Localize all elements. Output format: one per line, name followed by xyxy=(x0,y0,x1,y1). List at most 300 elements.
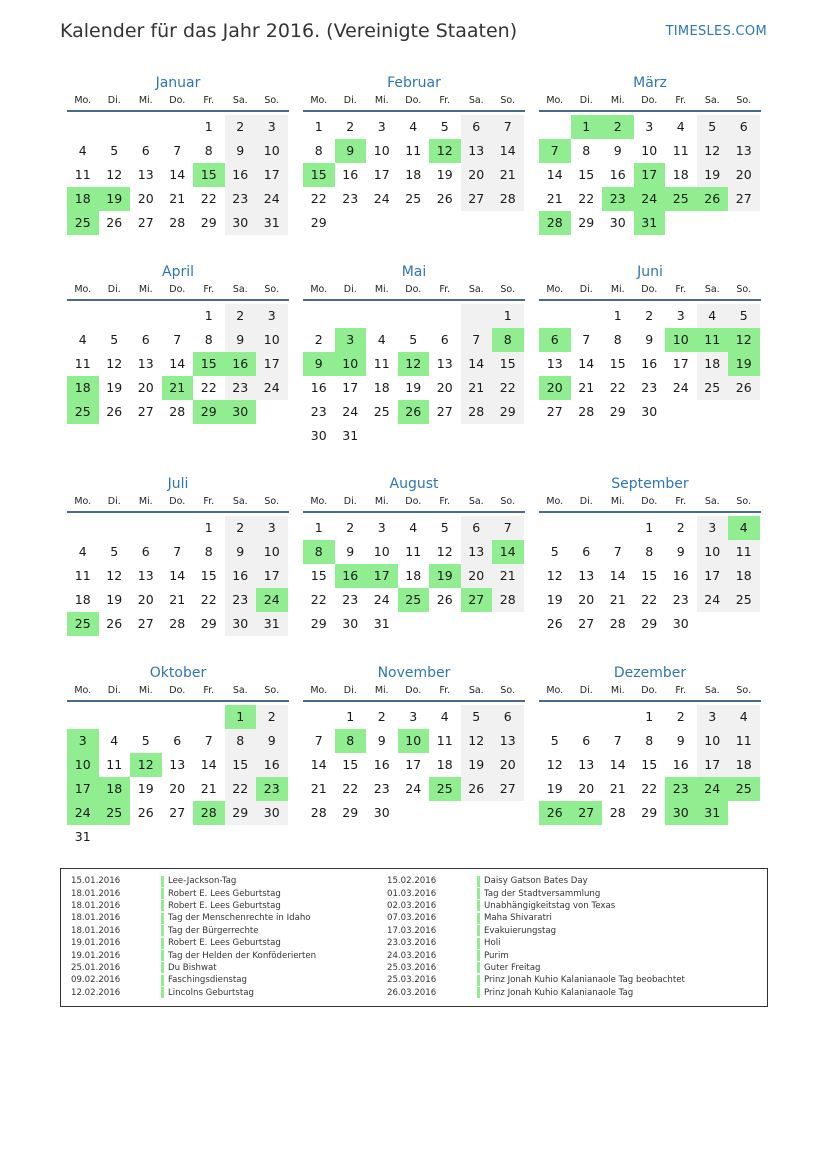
day-cell[interactable]: 6 xyxy=(173,733,182,748)
day-cell[interactable]: 6 xyxy=(461,115,493,139)
day-cell[interactable]: 26 xyxy=(398,400,430,424)
day-cell[interactable]: 13 xyxy=(436,356,453,371)
day-cell[interactable]: 11 xyxy=(405,544,422,559)
day-cell[interactable]: 8 xyxy=(582,143,591,158)
day-cell[interactable]: 12 xyxy=(130,753,162,777)
day-cell[interactable]: 16 xyxy=(256,753,288,777)
day-cell[interactable]: 8 xyxy=(645,544,654,559)
day-cell[interactable]: 3 xyxy=(335,328,367,352)
day-cell[interactable]: 19 xyxy=(728,352,760,376)
day-cell[interactable]: 25 xyxy=(665,187,697,211)
day-cell[interactable]: 17 xyxy=(256,352,288,376)
day-cell[interactable]: 25 xyxy=(373,404,390,419)
day-cell[interactable]: 21 xyxy=(310,781,327,796)
day-cell[interactable]: 18 xyxy=(99,777,131,801)
day-cell[interactable]: 17 xyxy=(697,753,729,777)
day-cell[interactable]: 18 xyxy=(436,757,453,772)
day-cell[interactable]: 5 xyxy=(409,332,418,347)
day-cell[interactable]: 17 xyxy=(373,167,390,182)
day-cell[interactable]: 3 xyxy=(377,520,386,535)
day-cell[interactable]: 11 xyxy=(405,143,422,158)
day-cell[interactable]: 6 xyxy=(141,544,150,559)
brand-logo[interactable]: TIMESLES.COM xyxy=(665,24,767,39)
day-cell[interactable]: 6 xyxy=(728,115,760,139)
day-cell[interactable]: 29 xyxy=(342,805,359,820)
day-cell[interactable]: 17 xyxy=(342,380,359,395)
day-cell[interactable]: 14 xyxy=(546,167,563,182)
day-cell[interactable]: 29 xyxy=(200,616,217,631)
day-cell[interactable]: 4 xyxy=(78,544,87,559)
day-cell[interactable]: 3 xyxy=(697,705,729,729)
day-cell[interactable]: 20 xyxy=(492,753,524,777)
day-cell[interactable]: 5 xyxy=(440,119,449,134)
day-cell[interactable]: 15 xyxy=(193,163,225,187)
day-cell[interactable]: 13 xyxy=(137,167,154,182)
day-cell[interactable]: 15 xyxy=(492,352,524,376)
day-cell[interactable]: 24 xyxy=(405,781,422,796)
day-cell[interactable]: 3 xyxy=(676,308,685,323)
day-cell[interactable]: 29 xyxy=(200,215,217,230)
day-cell[interactable]: 14 xyxy=(492,139,524,163)
day-cell[interactable]: 12 xyxy=(106,356,123,371)
day-cell[interactable]: 14 xyxy=(578,356,595,371)
day-cell[interactable]: 15 xyxy=(641,757,658,772)
day-cell[interactable]: 14 xyxy=(609,568,626,583)
day-cell[interactable]: 29 xyxy=(492,400,524,424)
day-cell[interactable]: 19 xyxy=(137,781,154,796)
day-cell[interactable]: 23 xyxy=(342,592,359,607)
day-cell[interactable]: 23 xyxy=(665,777,697,801)
day-cell[interactable]: 26 xyxy=(436,592,453,607)
day-cell[interactable]: 4 xyxy=(409,119,418,134)
day-cell[interactable]: 30 xyxy=(641,404,658,419)
day-cell[interactable]: 11 xyxy=(74,568,91,583)
day-cell[interactable]: 21 xyxy=(162,376,194,400)
day-cell[interactable]: 15 xyxy=(641,568,658,583)
day-cell[interactable]: 1 xyxy=(204,520,213,535)
day-cell[interactable]: 29 xyxy=(193,400,225,424)
day-cell[interactable]: 11 xyxy=(672,143,689,158)
day-cell[interactable]: 15 xyxy=(578,167,595,182)
day-cell[interactable]: 17 xyxy=(405,757,422,772)
day-cell[interactable]: 18 xyxy=(373,380,390,395)
day-cell[interactable]: 11 xyxy=(373,356,390,371)
day-cell[interactable]: 13 xyxy=(492,729,524,753)
day-cell[interactable]: 11 xyxy=(74,167,91,182)
day-cell[interactable]: 17 xyxy=(697,564,729,588)
day-cell[interactable]: 9 xyxy=(225,540,257,564)
day-cell[interactable]: 24 xyxy=(256,588,288,612)
day-cell[interactable]: 18 xyxy=(405,568,422,583)
day-cell[interactable]: 19 xyxy=(697,163,729,187)
day-cell[interactable]: 5 xyxy=(440,520,449,535)
day-cell[interactable]: 1 xyxy=(314,119,323,134)
day-cell[interactable]: 9 xyxy=(335,139,367,163)
day-cell[interactable]: 20 xyxy=(169,781,186,796)
day-cell[interactable]: 28 xyxy=(169,404,186,419)
day-cell[interactable]: 18 xyxy=(67,187,99,211)
day-cell[interactable]: 1 xyxy=(204,119,213,134)
day-cell[interactable]: 6 xyxy=(492,705,524,729)
day-cell[interactable]: 19 xyxy=(106,592,123,607)
day-cell[interactable]: 4 xyxy=(676,119,685,134)
day-cell[interactable]: 13 xyxy=(578,757,595,772)
day-cell[interactable]: 5 xyxy=(550,544,559,559)
day-cell[interactable]: 2 xyxy=(314,332,323,347)
day-cell[interactable]: 5 xyxy=(110,332,119,347)
day-cell[interactable]: 21 xyxy=(546,191,563,206)
day-cell[interactable]: 27 xyxy=(492,777,524,801)
day-cell[interactable]: 19 xyxy=(429,564,461,588)
day-cell[interactable]: 10 xyxy=(665,328,697,352)
day-cell[interactable]: 3 xyxy=(67,729,99,753)
day-cell[interactable]: 19 xyxy=(106,380,123,395)
day-cell[interactable]: 5 xyxy=(110,143,119,158)
day-cell[interactable]: 18 xyxy=(74,592,91,607)
day-cell[interactable]: 23 xyxy=(672,592,689,607)
day-cell[interactable]: 28 xyxy=(310,805,327,820)
day-cell[interactable]: 24 xyxy=(256,187,288,211)
day-cell[interactable]: 16 xyxy=(225,352,257,376)
day-cell[interactable]: 4 xyxy=(110,733,119,748)
day-cell[interactable]: 2 xyxy=(225,115,257,139)
day-cell[interactable]: 9 xyxy=(303,352,335,376)
day-cell[interactable]: 13 xyxy=(137,356,154,371)
day-cell[interactable]: 26 xyxy=(106,215,123,230)
day-cell[interactable]: 23 xyxy=(373,781,390,796)
day-cell[interactable]: 31 xyxy=(256,211,288,235)
day-cell[interactable]: 21 xyxy=(169,592,186,607)
day-cell[interactable]: 17 xyxy=(256,163,288,187)
day-cell[interactable]: 6 xyxy=(141,143,150,158)
day-cell[interactable]: 6 xyxy=(461,516,493,540)
day-cell[interactable]: 8 xyxy=(204,143,213,158)
day-cell[interactable]: 21 xyxy=(169,191,186,206)
day-cell[interactable]: 10 xyxy=(697,540,729,564)
day-cell[interactable]: 12 xyxy=(106,167,123,182)
day-cell[interactable]: 9 xyxy=(645,332,654,347)
day-cell[interactable]: 6 xyxy=(582,544,591,559)
day-cell[interactable]: 20 xyxy=(137,380,154,395)
day-cell[interactable]: 27 xyxy=(137,404,154,419)
day-cell[interactable]: 5 xyxy=(728,304,760,328)
day-cell[interactable]: 3 xyxy=(256,304,288,328)
day-cell[interactable]: 5 xyxy=(141,733,150,748)
day-cell[interactable]: 19 xyxy=(405,380,422,395)
day-cell[interactable]: 31 xyxy=(74,829,91,844)
day-cell[interactable]: 13 xyxy=(728,139,760,163)
day-cell[interactable]: 14 xyxy=(169,167,186,182)
day-cell[interactable]: 19 xyxy=(461,753,493,777)
day-cell[interactable]: 6 xyxy=(141,332,150,347)
day-cell[interactable]: 9 xyxy=(676,544,685,559)
day-cell[interactable]: 29 xyxy=(641,616,658,631)
day-cell[interactable]: 23 xyxy=(225,187,257,211)
day-cell[interactable]: 24 xyxy=(697,777,729,801)
day-cell[interactable]: 25 xyxy=(398,588,430,612)
day-cell[interactable]: 1 xyxy=(314,520,323,535)
day-cell[interactable]: 13 xyxy=(169,757,186,772)
day-cell[interactable]: 28 xyxy=(609,805,626,820)
day-cell[interactable]: 1 xyxy=(204,308,213,323)
day-cell[interactable]: 2 xyxy=(346,119,355,134)
day-cell[interactable]: 4 xyxy=(440,709,449,724)
day-cell[interactable]: 12 xyxy=(429,139,461,163)
day-cell[interactable]: 17 xyxy=(672,356,689,371)
day-cell[interactable]: 31 xyxy=(256,612,288,636)
day-cell[interactable]: 14 xyxy=(492,540,524,564)
day-cell[interactable]: 18 xyxy=(67,376,99,400)
day-cell[interactable]: 10 xyxy=(697,729,729,753)
day-cell[interactable]: 20 xyxy=(461,163,493,187)
day-cell[interactable]: 29 xyxy=(641,805,658,820)
day-cell[interactable]: 5 xyxy=(461,705,493,729)
day-cell[interactable]: 13 xyxy=(546,356,563,371)
day-cell[interactable]: 28 xyxy=(169,616,186,631)
day-cell[interactable]: 19 xyxy=(99,187,131,211)
day-cell[interactable]: 17 xyxy=(67,777,99,801)
day-cell[interactable]: 1 xyxy=(346,709,355,724)
day-cell[interactable]: 3 xyxy=(256,516,288,540)
day-cell[interactable]: 23 xyxy=(310,404,327,419)
day-cell[interactable]: 22 xyxy=(578,191,595,206)
day-cell[interactable]: 10 xyxy=(335,352,367,376)
day-cell[interactable]: 23 xyxy=(342,191,359,206)
day-cell[interactable]: 27 xyxy=(137,616,154,631)
day-cell[interactable]: 13 xyxy=(461,139,493,163)
day-cell[interactable]: 11 xyxy=(74,356,91,371)
day-cell[interactable]: 19 xyxy=(436,167,453,182)
day-cell[interactable]: 1 xyxy=(225,705,257,729)
day-cell[interactable]: 16 xyxy=(225,163,257,187)
day-cell[interactable]: 4 xyxy=(78,332,87,347)
day-cell[interactable]: 9 xyxy=(613,143,622,158)
day-cell[interactable]: 5 xyxy=(697,115,729,139)
day-cell[interactable]: 4 xyxy=(728,705,760,729)
day-cell[interactable]: 7 xyxy=(314,733,323,748)
day-cell[interactable]: 31 xyxy=(342,428,359,443)
day-cell[interactable]: 16 xyxy=(225,564,257,588)
day-cell[interactable]: 20 xyxy=(728,163,760,187)
day-cell[interactable]: 15 xyxy=(609,356,626,371)
day-cell[interactable]: 3 xyxy=(645,119,654,134)
day-cell[interactable]: 24 xyxy=(256,376,288,400)
day-cell[interactable]: 8 xyxy=(204,544,213,559)
day-cell[interactable]: 20 xyxy=(578,781,595,796)
day-cell[interactable]: 30 xyxy=(256,801,288,825)
day-cell[interactable]: 21 xyxy=(609,592,626,607)
day-cell[interactable]: 26 xyxy=(137,805,154,820)
day-cell[interactable]: 9 xyxy=(256,729,288,753)
day-cell[interactable]: 9 xyxy=(225,328,257,352)
day-cell[interactable]: 10 xyxy=(641,143,658,158)
day-cell[interactable]: 7 xyxy=(613,544,622,559)
day-cell[interactable]: 8 xyxy=(225,729,257,753)
day-cell[interactable]: 27 xyxy=(571,801,603,825)
day-cell[interactable]: 22 xyxy=(310,592,327,607)
day-cell[interactable]: 27 xyxy=(728,187,760,211)
day-cell[interactable]: 4 xyxy=(78,143,87,158)
day-cell[interactable]: 25 xyxy=(67,211,99,235)
day-cell[interactable]: 9 xyxy=(346,544,355,559)
day-cell[interactable]: 26 xyxy=(106,404,123,419)
day-cell[interactable]: 20 xyxy=(137,592,154,607)
day-cell[interactable]: 1 xyxy=(571,115,603,139)
day-cell[interactable]: 2 xyxy=(256,705,288,729)
day-cell[interactable]: 6 xyxy=(539,328,571,352)
day-cell[interactable]: 27 xyxy=(436,404,453,419)
day-cell[interactable]: 19 xyxy=(546,781,563,796)
day-cell[interactable]: 9 xyxy=(225,139,257,163)
day-cell[interactable]: 7 xyxy=(492,516,524,540)
day-cell[interactable]: 21 xyxy=(492,163,524,187)
day-cell[interactable]: 2 xyxy=(225,304,257,328)
day-cell[interactable]: 10 xyxy=(373,143,390,158)
day-cell[interactable]: 30 xyxy=(225,612,257,636)
day-cell[interactable]: 7 xyxy=(173,143,182,158)
day-cell[interactable]: 26 xyxy=(728,376,760,400)
day-cell[interactable]: 29 xyxy=(578,215,595,230)
day-cell[interactable]: 10 xyxy=(398,729,430,753)
day-cell[interactable]: 20 xyxy=(461,564,493,588)
day-cell[interactable]: 7 xyxy=(582,332,591,347)
day-cell[interactable]: 30 xyxy=(342,616,359,631)
day-cell[interactable]: 21 xyxy=(492,564,524,588)
day-cell[interactable]: 10 xyxy=(67,753,99,777)
day-cell[interactable]: 20 xyxy=(436,380,453,395)
day-cell[interactable]: 30 xyxy=(310,428,327,443)
day-cell[interactable]: 4 xyxy=(697,304,729,328)
day-cell[interactable]: 26 xyxy=(546,616,563,631)
day-cell[interactable]: 15 xyxy=(303,163,335,187)
day-cell[interactable]: 28 xyxy=(169,215,186,230)
day-cell[interactable]: 19 xyxy=(546,592,563,607)
day-cell[interactable]: 16 xyxy=(335,564,367,588)
day-cell[interactable]: 29 xyxy=(310,616,327,631)
day-cell[interactable]: 11 xyxy=(436,733,453,748)
day-cell[interactable]: 4 xyxy=(728,516,760,540)
day-cell[interactable]: 14 xyxy=(609,757,626,772)
day-cell[interactable]: 30 xyxy=(225,211,257,235)
day-cell[interactable]: 21 xyxy=(200,781,217,796)
day-cell[interactable]: 11 xyxy=(728,729,760,753)
day-cell[interactable]: 25 xyxy=(99,801,131,825)
day-cell[interactable]: 22 xyxy=(310,191,327,206)
day-cell[interactable]: 24 xyxy=(373,592,390,607)
day-cell[interactable]: 8 xyxy=(613,332,622,347)
day-cell[interactable]: 1 xyxy=(645,520,654,535)
day-cell[interactable]: 8 xyxy=(204,332,213,347)
day-cell[interactable]: 15 xyxy=(342,757,359,772)
day-cell[interactable]: 8 xyxy=(645,733,654,748)
day-cell[interactable]: 10 xyxy=(256,139,288,163)
day-cell[interactable]: 28 xyxy=(193,801,225,825)
day-cell[interactable]: 7 xyxy=(613,733,622,748)
day-cell[interactable]: 1 xyxy=(613,308,622,323)
day-cell[interactable]: 16 xyxy=(373,757,390,772)
day-cell[interactable]: 12 xyxy=(461,729,493,753)
day-cell[interactable]: 12 xyxy=(546,568,563,583)
day-cell[interactable]: 17 xyxy=(366,564,398,588)
day-cell[interactable]: 28 xyxy=(539,211,571,235)
day-cell[interactable]: 14 xyxy=(310,757,327,772)
day-cell[interactable]: 2 xyxy=(676,520,685,535)
day-cell[interactable]: 21 xyxy=(609,781,626,796)
day-cell[interactable]: 2 xyxy=(377,709,386,724)
day-cell[interactable]: 28 xyxy=(461,400,493,424)
day-cell[interactable]: 4 xyxy=(377,332,386,347)
day-cell[interactable]: 22 xyxy=(200,380,217,395)
day-cell[interactable]: 31 xyxy=(373,616,390,631)
day-cell[interactable]: 31 xyxy=(697,801,729,825)
day-cell[interactable]: 27 xyxy=(578,616,595,631)
day-cell[interactable]: 1 xyxy=(492,304,524,328)
day-cell[interactable]: 22 xyxy=(641,781,658,796)
day-cell[interactable]: 22 xyxy=(342,781,359,796)
day-cell[interactable]: 14 xyxy=(461,352,493,376)
day-cell[interactable]: 24 xyxy=(67,801,99,825)
day-cell[interactable]: 3 xyxy=(256,115,288,139)
day-cell[interactable]: 23 xyxy=(225,588,257,612)
day-cell[interactable]: 29 xyxy=(225,801,257,825)
day-cell[interactable]: 20 xyxy=(578,592,595,607)
day-cell[interactable]: 18 xyxy=(728,564,760,588)
day-cell[interactable]: 15 xyxy=(225,753,257,777)
day-cell[interactable]: 15 xyxy=(310,568,327,583)
day-cell[interactable]: 23 xyxy=(641,380,658,395)
day-cell[interactable]: 12 xyxy=(546,757,563,772)
day-cell[interactable]: 24 xyxy=(697,588,729,612)
day-cell[interactable]: 8 xyxy=(492,328,524,352)
day-cell[interactable]: 7 xyxy=(492,115,524,139)
day-cell[interactable]: 11 xyxy=(728,540,760,564)
day-cell[interactable]: 16 xyxy=(672,757,689,772)
day-cell[interactable]: 16 xyxy=(310,380,327,395)
day-cell[interactable]: 26 xyxy=(106,616,123,631)
day-cell[interactable]: 3 xyxy=(409,709,418,724)
day-cell[interactable]: 28 xyxy=(609,616,626,631)
day-cell[interactable]: 25 xyxy=(67,612,99,636)
day-cell[interactable]: 25 xyxy=(728,777,760,801)
day-cell[interactable]: 18 xyxy=(405,167,422,182)
day-cell[interactable]: 27 xyxy=(461,187,493,211)
day-cell[interactable]: 22 xyxy=(609,380,626,395)
day-cell[interactable]: 27 xyxy=(461,588,493,612)
day-cell[interactable]: 13 xyxy=(461,540,493,564)
day-cell[interactable]: 18 xyxy=(697,352,729,376)
day-cell[interactable]: 22 xyxy=(492,376,524,400)
day-cell[interactable]: 21 xyxy=(461,376,493,400)
day-cell[interactable]: 12 xyxy=(697,139,729,163)
day-cell[interactable]: 8 xyxy=(303,540,335,564)
day-cell[interactable]: 7 xyxy=(539,139,571,163)
day-cell[interactable]: 18 xyxy=(728,753,760,777)
day-cell[interactable]: 18 xyxy=(672,167,689,182)
day-cell[interactable]: 11 xyxy=(697,328,729,352)
day-cell[interactable]: 24 xyxy=(373,191,390,206)
day-cell[interactable]: 25 xyxy=(697,376,729,400)
day-cell[interactable]: 3 xyxy=(697,516,729,540)
day-cell[interactable]: 27 xyxy=(546,404,563,419)
day-cell[interactable]: 12 xyxy=(106,568,123,583)
day-cell[interactable]: 25 xyxy=(429,777,461,801)
day-cell[interactable]: 2 xyxy=(225,516,257,540)
day-cell[interactable]: 16 xyxy=(609,167,626,182)
day-cell[interactable]: 6 xyxy=(582,733,591,748)
day-cell[interactable]: 6 xyxy=(440,332,449,347)
day-cell[interactable]: 26 xyxy=(697,187,729,211)
day-cell[interactable]: 14 xyxy=(169,356,186,371)
